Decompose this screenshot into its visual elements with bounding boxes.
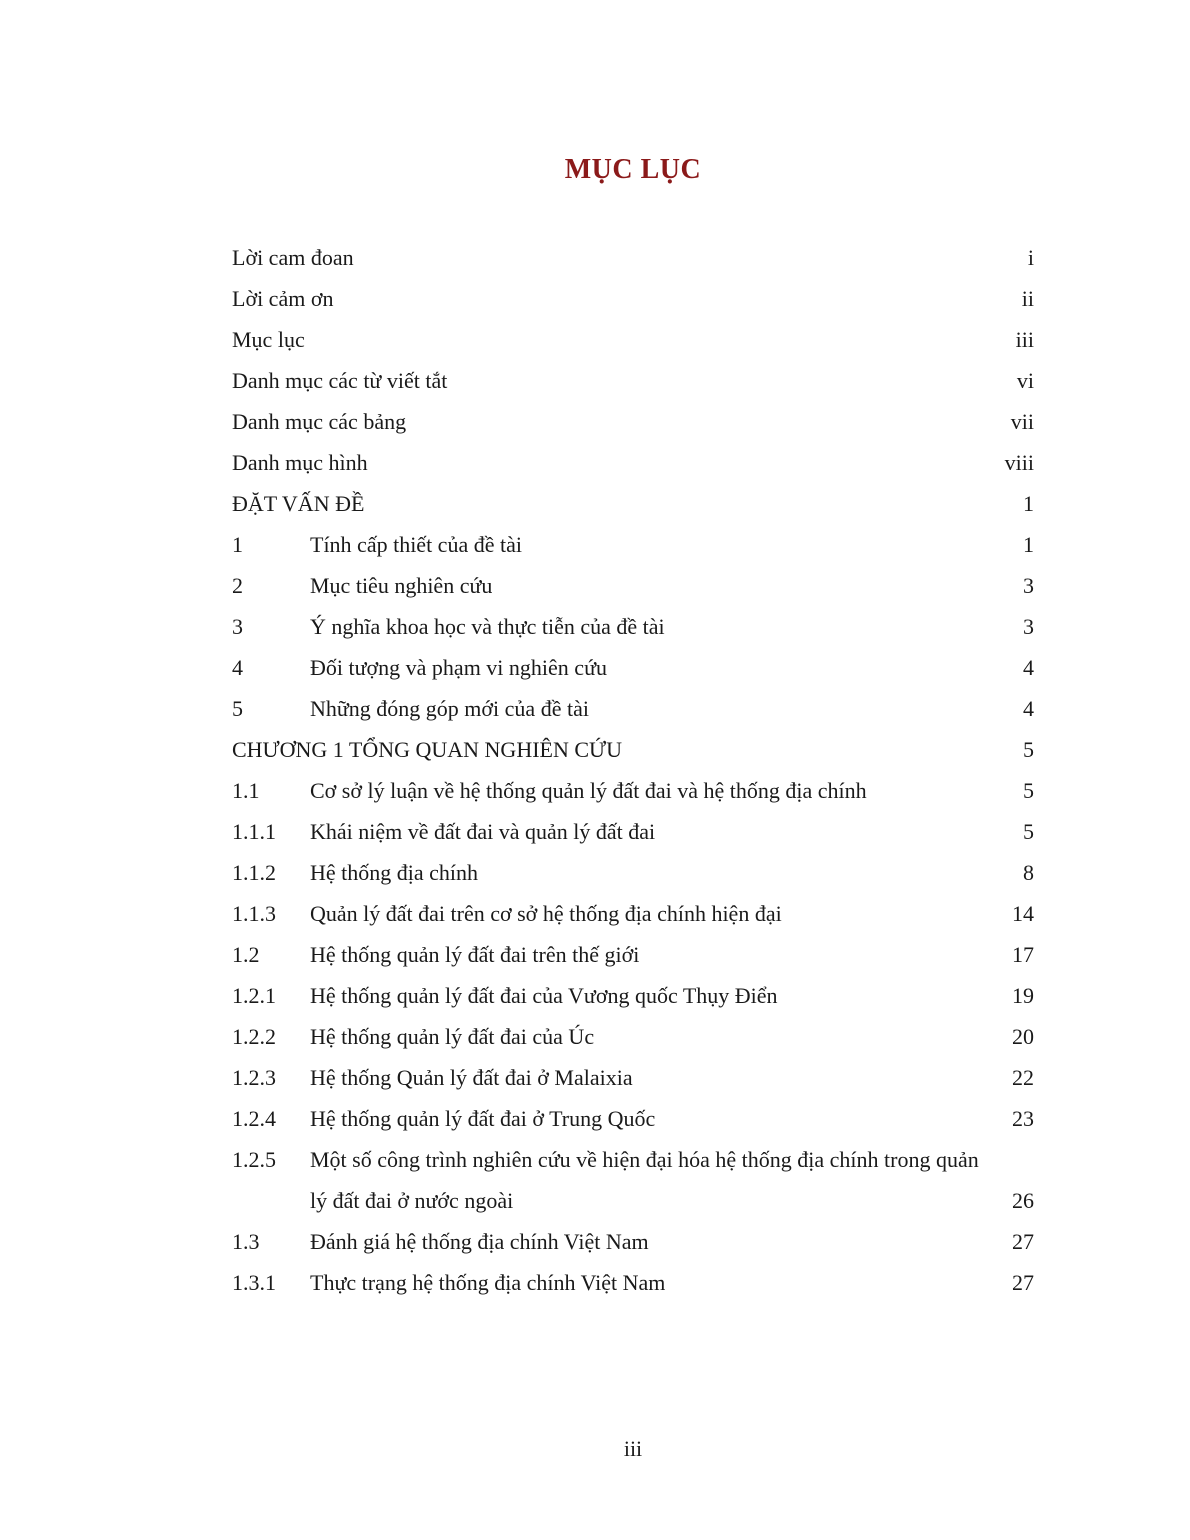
- toc-entry-text: Lời cảm ơn: [232, 286, 334, 311]
- toc-entry[interactable]: [232, 688, 1034, 729]
- toc-entry-page: 3: [1023, 614, 1034, 639]
- toc-entry-number: 1.2.3: [232, 1065, 276, 1090]
- toc-entry-page: 4: [1023, 696, 1034, 721]
- toc-entry-number: 1.1.1: [232, 819, 276, 844]
- toc-entry-number: 1.1.3: [232, 901, 276, 926]
- toc-entry-text: Hệ thống quản lý đất đai ở Trung Quốc: [310, 1106, 656, 1131]
- toc-entry-page: viii: [1004, 450, 1034, 475]
- toc-entry-page: 27: [1012, 1229, 1034, 1254]
- toc-entry-text: Hệ thống quản lý đất đai trên thế giới: [310, 942, 640, 967]
- toc-entry[interactable]: [232, 237, 1034, 278]
- toc-entry[interactable]: [232, 565, 1034, 606]
- toc-entry[interactable]: [232, 729, 1034, 770]
- toc-entry-text: Hệ thống Quản lý đất đai ở Malaixia: [310, 1065, 633, 1090]
- toc-entry-page: 17: [1012, 942, 1034, 967]
- toc-entry-page: 1: [1023, 532, 1034, 557]
- toc-entry[interactable]: [232, 811, 1034, 852]
- toc-entry[interactable]: [232, 524, 1034, 565]
- toc-entry-number: 1.2: [232, 942, 260, 967]
- table-of-contents: [232, 237, 1034, 1303]
- toc-entry-page: 26: [1012, 1188, 1034, 1213]
- toc-entry-number: 1.2.5: [232, 1147, 276, 1172]
- toc-entry-number: 1.2.1: [232, 983, 276, 1008]
- toc-entry-text: Mục lục: [232, 327, 305, 352]
- toc-entry-page: i: [1027, 245, 1034, 270]
- page-title: MỤC LỤC: [564, 154, 702, 185]
- toc-entry-number: 1.3: [232, 1229, 260, 1254]
- toc-entry-page: vii: [1010, 409, 1034, 434]
- toc-entry-number: 3: [232, 614, 243, 639]
- toc-entry-page: iii: [1015, 327, 1034, 352]
- toc-entry-page: 23: [1012, 1106, 1034, 1131]
- toc-entry[interactable]: [232, 360, 1034, 401]
- toc-entry-number: 4: [232, 655, 243, 680]
- toc-entry-text: ĐẶT VẤN ĐỀ: [232, 491, 365, 516]
- toc-entry[interactable]: [232, 934, 1034, 975]
- toc-entry[interactable]: [232, 647, 1034, 688]
- toc-entry[interactable]: [232, 401, 1034, 442]
- toc-entry[interactable]: [232, 852, 1034, 893]
- toc-entry-text: Danh mục hình: [232, 450, 368, 475]
- toc-entry-page: 20: [1012, 1024, 1034, 1049]
- toc-entry-page: 5: [1023, 819, 1034, 844]
- toc-entry-page: 27: [1012, 1270, 1034, 1295]
- toc-entry[interactable]: [232, 606, 1034, 647]
- toc-entry-text: Khái niệm về đất đai và quản lý đất đai: [310, 819, 656, 844]
- toc-entry-text: Đối tượng và phạm vi nghiên cứu: [310, 655, 607, 680]
- toc-entry-text: Danh mục các bảng: [232, 409, 407, 434]
- toc-entry-number: 1.1: [232, 778, 260, 803]
- toc-entry[interactable]: [232, 1262, 1034, 1303]
- toc-entry-number: 1: [232, 532, 243, 557]
- toc-entry-page: 8: [1023, 860, 1034, 885]
- toc-entry[interactable]: [232, 278, 1034, 319]
- toc-entry-number: 5: [232, 696, 243, 721]
- toc-entry[interactable]: [232, 442, 1034, 483]
- toc-entry-text: Danh mục các từ viết tắt: [232, 368, 448, 393]
- toc-entry-page: ii: [1021, 286, 1034, 311]
- toc-entry-text: Cơ sở lý luận về hệ thống quản lý đất đai và hệ thống địa chính: [310, 778, 867, 803]
- toc-entry[interactable]: [232, 1221, 1034, 1262]
- toc-entry[interactable]: [232, 1016, 1034, 1057]
- toc-entry-text: Một số công trình nghiên cứu về hiện đại hóa hệ thống địa chính trong quản lý đất đai ở nước ngoài: [310, 1147, 979, 1213]
- toc-entry[interactable]: [232, 483, 1034, 524]
- toc-entry-page: 22: [1012, 1065, 1034, 1090]
- toc-entry-page: 4: [1023, 655, 1034, 680]
- toc-entry-page: 5: [1023, 737, 1034, 762]
- toc-entry-text: CHƯƠNG 1 TỔNG QUAN NGHIÊN CỨU: [232, 737, 622, 762]
- toc-entry-text: Quản lý đất đai trên cơ sở hệ thống địa chính hiện đại: [310, 901, 782, 926]
- page-number-footer: iii: [623, 1436, 643, 1461]
- toc-entry[interactable]: [232, 893, 1034, 934]
- toc-entry-number: 1.2.2: [232, 1024, 276, 1049]
- toc-entry-page: 1: [1023, 491, 1034, 516]
- toc-entry-text: Hệ thống địa chính: [310, 860, 479, 885]
- toc-entry[interactable]: [232, 1057, 1034, 1098]
- toc-entry-page: 19: [1012, 983, 1034, 1008]
- toc-entry-number: 2: [232, 573, 243, 598]
- toc-entry-text: Mục tiêu nghiên cứu: [310, 573, 493, 598]
- toc-entry-page: 3: [1023, 573, 1034, 598]
- toc-entry-text: Những đóng góp mới của đề tài: [310, 696, 589, 721]
- toc-entry-text: Hệ thống quản lý đất đai của Vương quốc Thụy Điển: [310, 983, 778, 1008]
- toc-entry[interactable]: [232, 770, 1034, 811]
- toc-entry-text: Hệ thống quản lý đất đai của Úc: [310, 1024, 595, 1049]
- toc-entry-number: 1.1.2: [232, 860, 276, 885]
- toc-entry-page: 14: [1012, 901, 1034, 926]
- toc-entry-text: Ý nghĩa khoa học và thực tiễn của đề tài: [310, 614, 665, 639]
- toc-entry-text: Tính cấp thiết của đề tài: [310, 532, 522, 557]
- toc-entry[interactable]: [232, 975, 1034, 1016]
- toc-entry[interactable]: [232, 1139, 1034, 1221]
- toc-entry-text: Đánh giá hệ thống địa chính Việt Nam: [310, 1229, 649, 1254]
- toc-entry-number: 1.2.4: [232, 1106, 276, 1131]
- toc-entry[interactable]: [232, 319, 1034, 360]
- toc-entry-page: vi: [1016, 368, 1034, 393]
- toc-entry-page: 5: [1023, 778, 1034, 803]
- toc-entry[interactable]: [232, 1098, 1034, 1139]
- toc-entry-number: 1.3.1: [232, 1270, 276, 1295]
- toc-entry-text: Lời cam đoan: [232, 245, 354, 270]
- toc-entry-text: Thực trạng hệ thống địa chính Việt Nam: [310, 1270, 666, 1295]
